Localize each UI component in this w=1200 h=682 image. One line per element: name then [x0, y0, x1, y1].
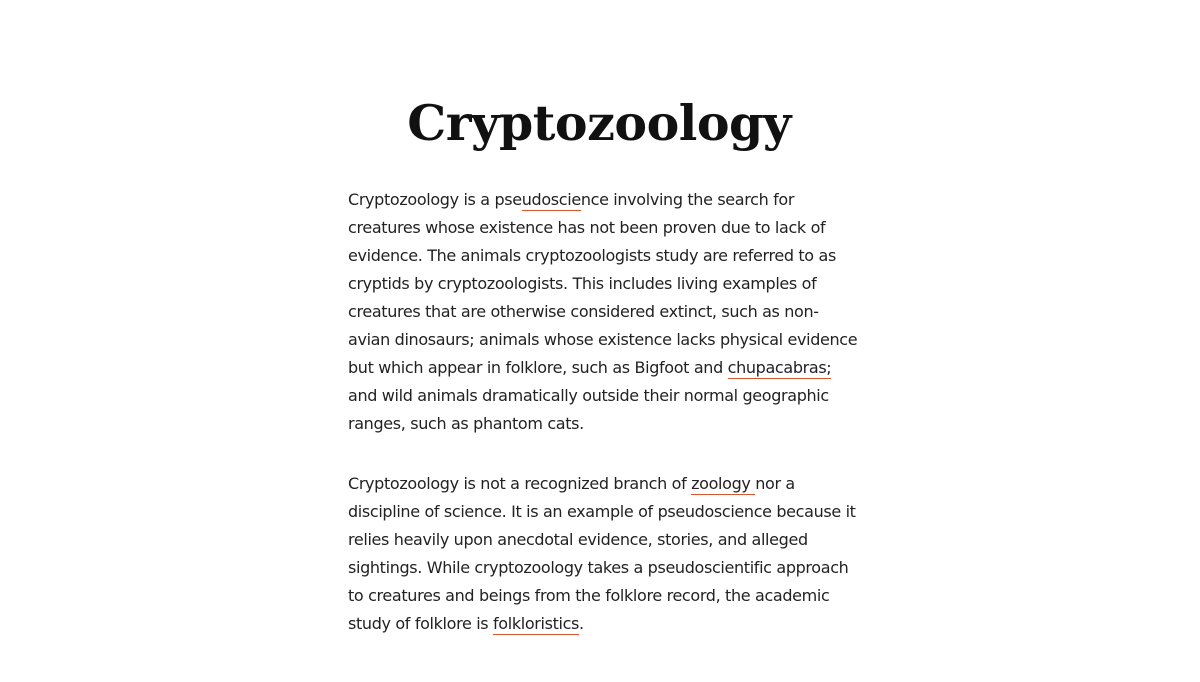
- paragraph-text: Cryptozoology is a pse: [348, 190, 522, 209]
- paragraph-intro: [348, 186, 858, 438]
- link-zoology[interactable]: zoology: [691, 474, 756, 493]
- page-title: Cryptozoology: [407, 94, 791, 152]
- link-chupacabras[interactable]: chupacabras;: [727, 358, 832, 377]
- article: [348, 88, 858, 670]
- paragraph-science-status: [348, 470, 858, 638]
- paragraph-text: and wild animals dramatically outside their normal geographic ranges, such as phantom cats.: [348, 386, 829, 433]
- link-pseudoscience[interactable]: udoscie: [521, 190, 581, 209]
- paragraph-text: nor a discipline of science. It is an example of pseudoscience because it relies heavily upon anecdotal evidence, stories, and alleged sightings. While cryptozoology takes a pseudoscientific approach to creatures and beings from the folklore record, the academic study of folklore is: [348, 474, 856, 633]
- paragraph-text: .: [579, 614, 584, 633]
- paragraph-text: nce involving the search for creatures whose existence has not been proven due to lack of evidence. The animals cryptozoologists study are referred to as cryptids by cryptozoologists. This includes living examples of creatures that are otherwise considered extinct, such as non-avian dinosaurs; animals whose existence lacks physical evidence but which appear in folklore, such as Bigfoot and: [348, 190, 858, 377]
- paragraph-text: Cryptozoology is not a recognized branch of: [348, 474, 692, 493]
- link-folkloristics[interactable]: folkloristics: [493, 614, 580, 633]
